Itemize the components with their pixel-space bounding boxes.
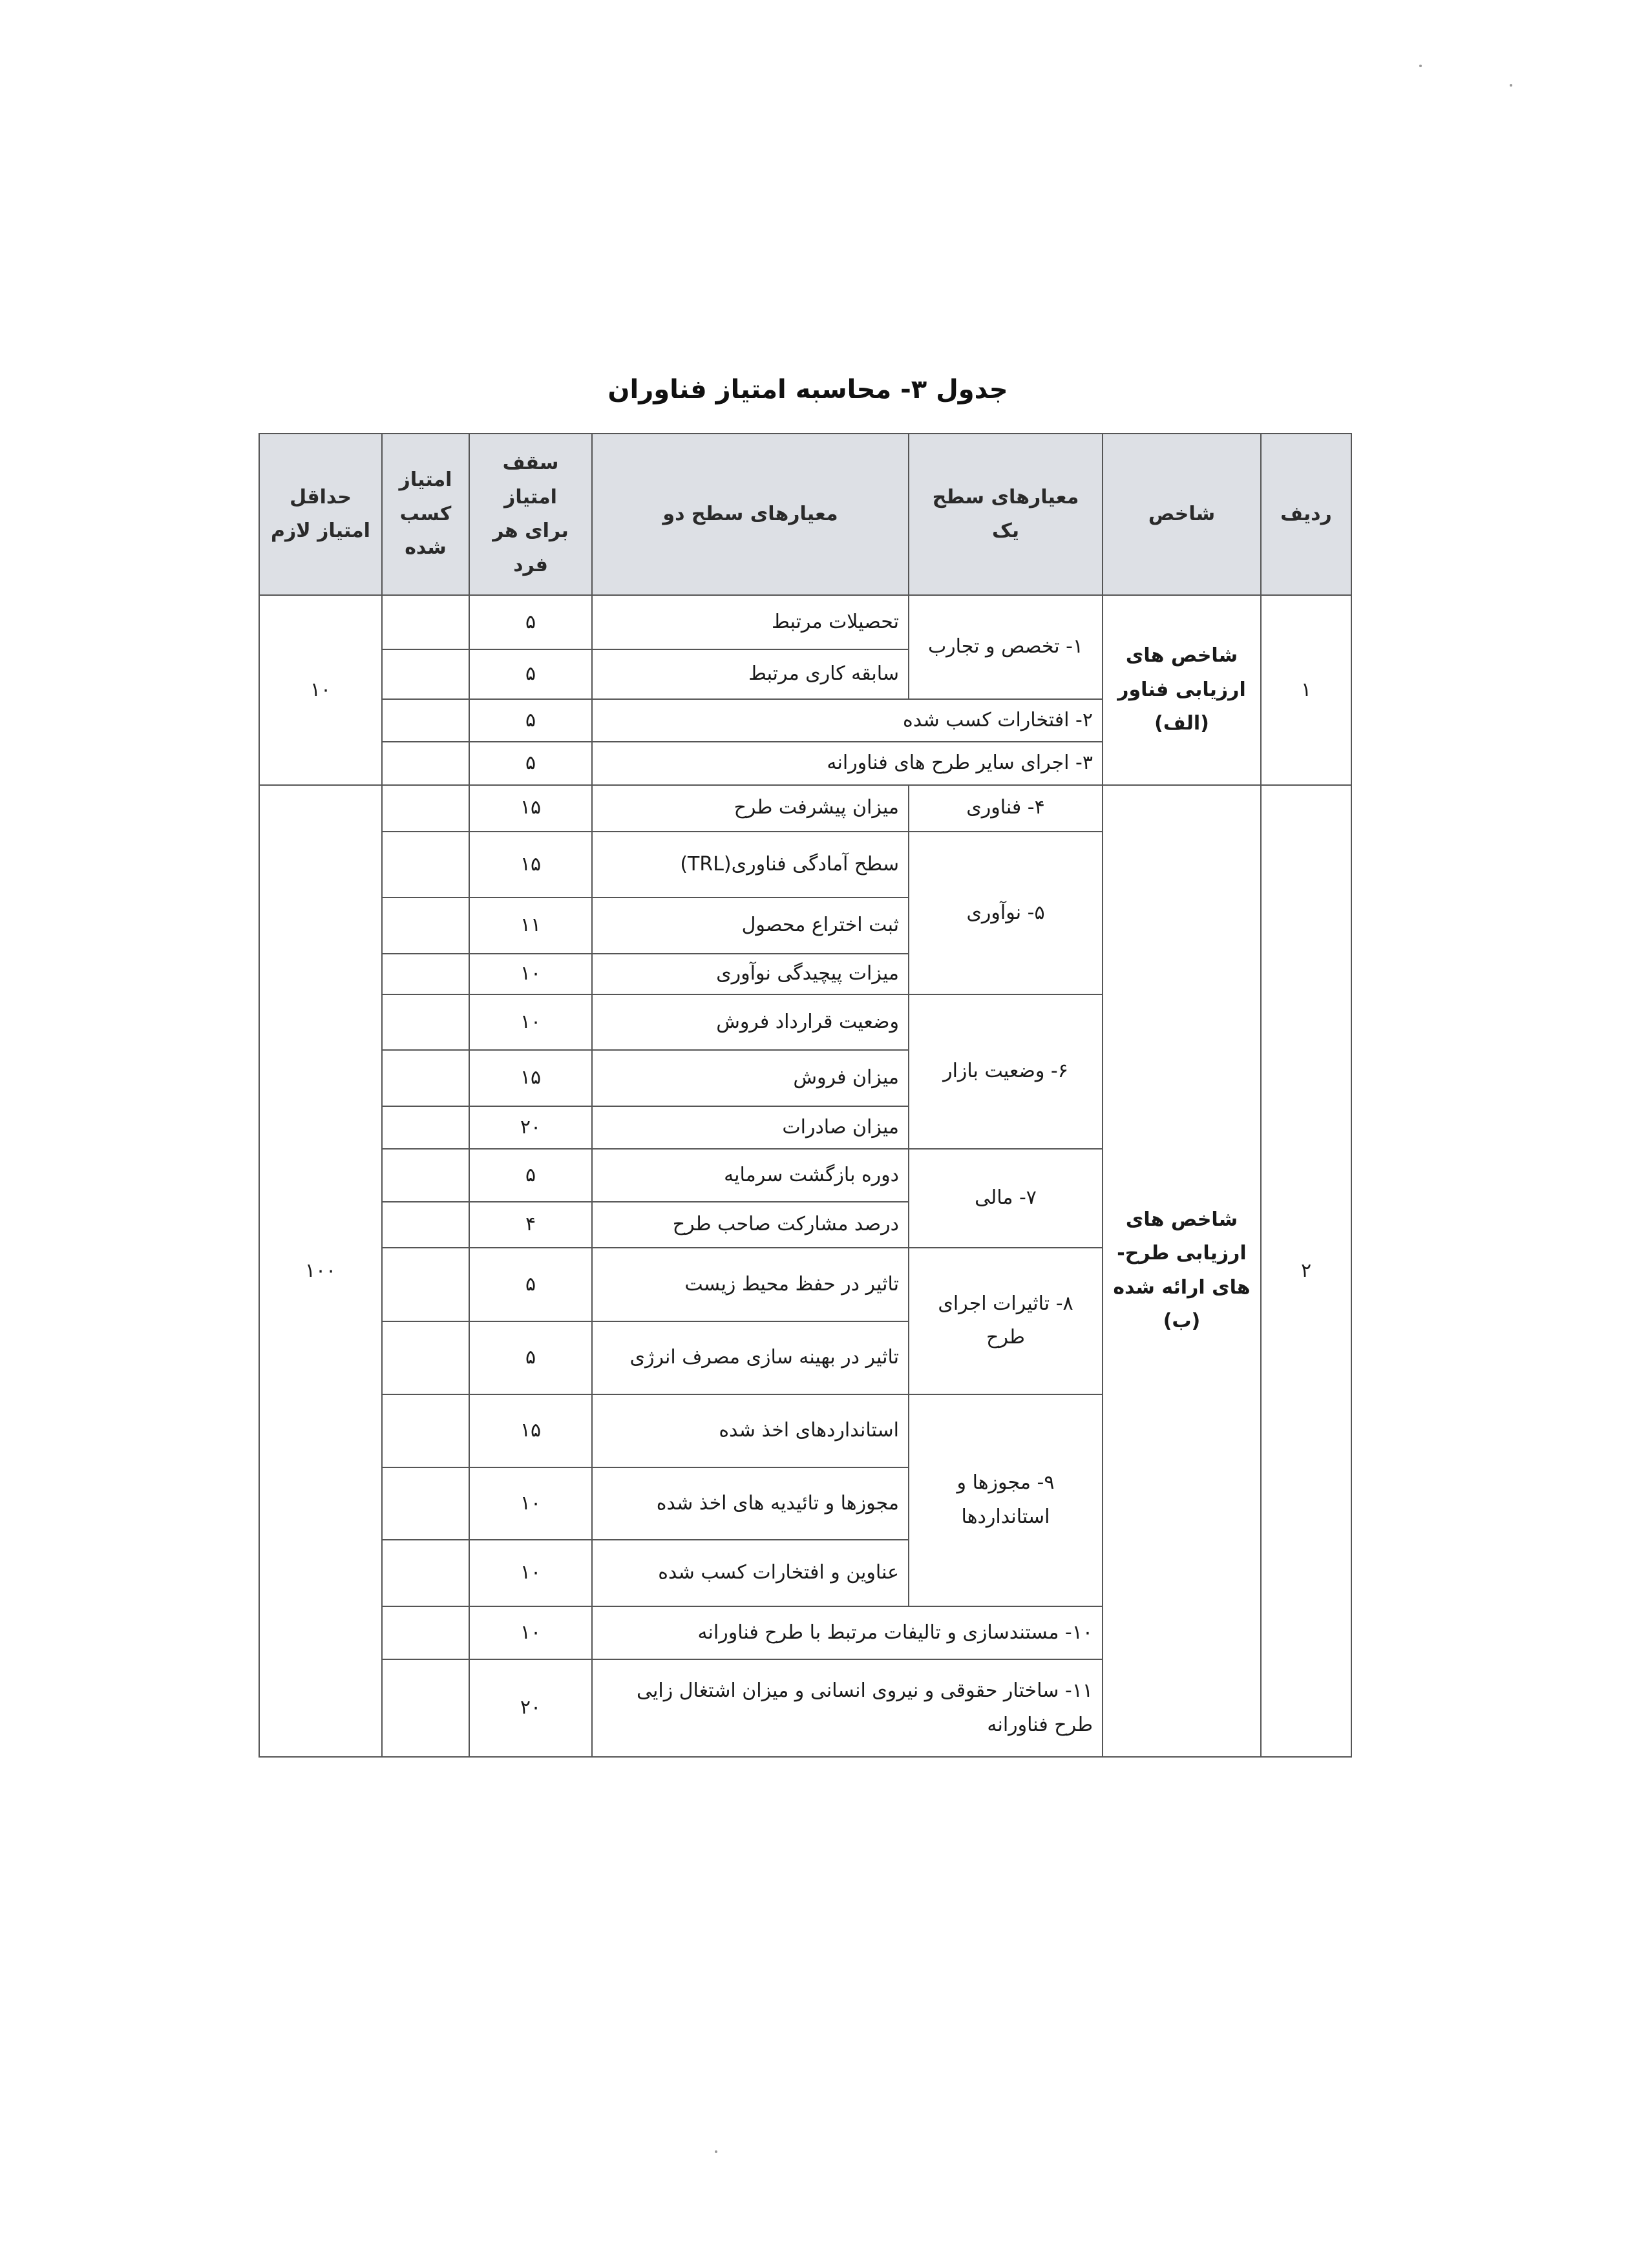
merged-criterion-cell: ۱۱- ساختار حقوقی و نیروی انسانی و میزان اشتغال زایی طرح فناورانه xyxy=(592,1659,1103,1757)
level2-cell: مجوزها و تائیدیه های اخذ شده xyxy=(592,1467,909,1540)
cap-cell: ۵ xyxy=(469,595,592,649)
level2-cell: عناوین و افتخارات کسب شده xyxy=(592,1540,909,1606)
level2-cell: میزات پیچیدگی نوآوری xyxy=(592,954,909,994)
level1-cell: ۱- تخصص و تجارب xyxy=(909,595,1103,699)
earned-cell[interactable] xyxy=(382,699,469,742)
level1-cell: ۹- مجوزها و استانداردها xyxy=(909,1394,1103,1606)
header-level2: معیارهای سطح دو xyxy=(592,434,909,595)
min-score-cell: ۱۰ xyxy=(259,595,382,785)
cap-cell: ۲۰ xyxy=(469,1659,592,1757)
cap-cell: ۵ xyxy=(469,699,592,742)
level2-cell: سابقه کاری مرتبط xyxy=(592,649,909,698)
earned-cell[interactable] xyxy=(382,1202,469,1247)
earned-cell[interactable] xyxy=(382,1606,469,1659)
level2-cell: میزان فروش xyxy=(592,1050,909,1106)
level2-cell: تحصیلات مرتبط xyxy=(592,595,909,649)
cap-cell: ۱۱ xyxy=(469,898,592,953)
level2-cell: وضعیت قرارداد فروش xyxy=(592,994,909,1050)
row-number-cell: ۱ xyxy=(1261,595,1351,785)
score-table xyxy=(259,433,1352,1758)
level1-cell: ۴- فناوری xyxy=(909,785,1103,832)
cap-cell: ۱۵ xyxy=(469,785,592,832)
header-earned: امتیاز کسب شده xyxy=(382,434,469,595)
earned-cell[interactable] xyxy=(382,1149,469,1202)
level1-cell: ۷- مالی xyxy=(909,1149,1103,1248)
scan-speck xyxy=(1510,84,1512,87)
scan-speck xyxy=(1419,65,1422,67)
cap-cell: ۵ xyxy=(469,742,592,784)
earned-cell[interactable] xyxy=(382,742,469,784)
earned-cell[interactable] xyxy=(382,1248,469,1322)
header-min: حداقل امتیاز لازم xyxy=(259,434,382,595)
cap-cell: ۲۰ xyxy=(469,1106,592,1149)
level2-cell: میزان صادرات xyxy=(592,1106,909,1149)
index-cell: شاخص های ارزیابی فناور (الف) xyxy=(1103,595,1261,785)
cap-cell: ۵ xyxy=(469,1149,592,1202)
level2-cell: ثبت اختراع محصول xyxy=(592,898,909,953)
cap-cell: ۴ xyxy=(469,1202,592,1247)
header-cap: سقف امتیاز برای هر فرد xyxy=(469,434,592,595)
cap-cell: ۱۵ xyxy=(469,1050,592,1106)
cap-cell: ۱۰ xyxy=(469,954,592,994)
earned-cell[interactable] xyxy=(382,785,469,832)
header-row-number: ردیف xyxy=(1261,434,1351,595)
header-row xyxy=(259,434,1351,595)
earned-cell[interactable] xyxy=(382,954,469,994)
level1-cell: ۸- تاثیرات اجرای طرح xyxy=(909,1248,1103,1394)
cap-cell: ۵ xyxy=(469,1248,592,1322)
level2-cell: درصد مشارکت صاحب طرح xyxy=(592,1202,909,1247)
row-number-cell: ۲ xyxy=(1261,785,1351,1757)
merged-criterion-cell: ۱۰- مستندسازی و تالیفات مرتبط با طرح فناورانه xyxy=(592,1606,1103,1659)
level2-cell: استانداردهای اخذ شده xyxy=(592,1394,909,1467)
earned-cell[interactable] xyxy=(382,898,469,953)
cap-cell: ۱۵ xyxy=(469,832,592,898)
level2-cell: سطح آمادگی فناوری(TRL) xyxy=(592,832,909,898)
cap-cell: ۱۰ xyxy=(469,1606,592,1659)
table-row xyxy=(259,785,1351,832)
earned-cell[interactable] xyxy=(382,1050,469,1106)
level2-cell: تاثیر در حفظ محیط زیست xyxy=(592,1248,909,1322)
header-level1: معیارهای سطح یک xyxy=(909,434,1103,595)
cap-cell: ۱۰ xyxy=(469,994,592,1050)
earned-cell[interactable] xyxy=(382,1394,469,1467)
earned-cell[interactable] xyxy=(382,832,469,898)
earned-cell[interactable] xyxy=(382,1321,469,1394)
earned-cell[interactable] xyxy=(382,994,469,1050)
earned-cell[interactable] xyxy=(382,649,469,698)
earned-cell[interactable] xyxy=(382,1467,469,1540)
cap-cell: ۵ xyxy=(469,1321,592,1394)
cap-cell: ۱۰ xyxy=(469,1467,592,1540)
level2-cell: تاثیر در بهینه سازی مصرف انرژی xyxy=(592,1321,909,1394)
earned-cell[interactable] xyxy=(382,1659,469,1757)
level1-cell: ۶- وضعیت بازار xyxy=(909,994,1103,1149)
earned-cell[interactable] xyxy=(382,1106,469,1149)
table-row xyxy=(259,595,1351,649)
min-score-cell: ۱۰۰ xyxy=(259,785,382,1757)
cap-cell: ۱۵ xyxy=(469,1394,592,1467)
index-cell: شاخص های ارزیابی طرح- های ارائه شده (ب) xyxy=(1103,785,1261,1757)
level1-cell: ۵- نوآوری xyxy=(909,832,1103,994)
cap-cell: ۵ xyxy=(469,649,592,698)
level2-cell: دوره بازگشت سرمایه xyxy=(592,1149,909,1202)
cap-cell: ۱۰ xyxy=(469,1540,592,1606)
merged-criterion-cell: ۲- افتخارات کسب شده xyxy=(592,699,1103,742)
scan-speck xyxy=(715,2150,717,2153)
merged-criterion-cell: ۳- اجرای سایر طرح های فناورانه xyxy=(592,742,1103,784)
level2-cell: میزان پیشرفت طرح xyxy=(592,785,909,832)
header-index: شاخص xyxy=(1103,434,1261,595)
table-title: جدول ۳- محاسبه امتیاز فناوران xyxy=(607,375,1008,404)
earned-cell[interactable] xyxy=(382,595,469,649)
earned-cell[interactable] xyxy=(382,1540,469,1606)
